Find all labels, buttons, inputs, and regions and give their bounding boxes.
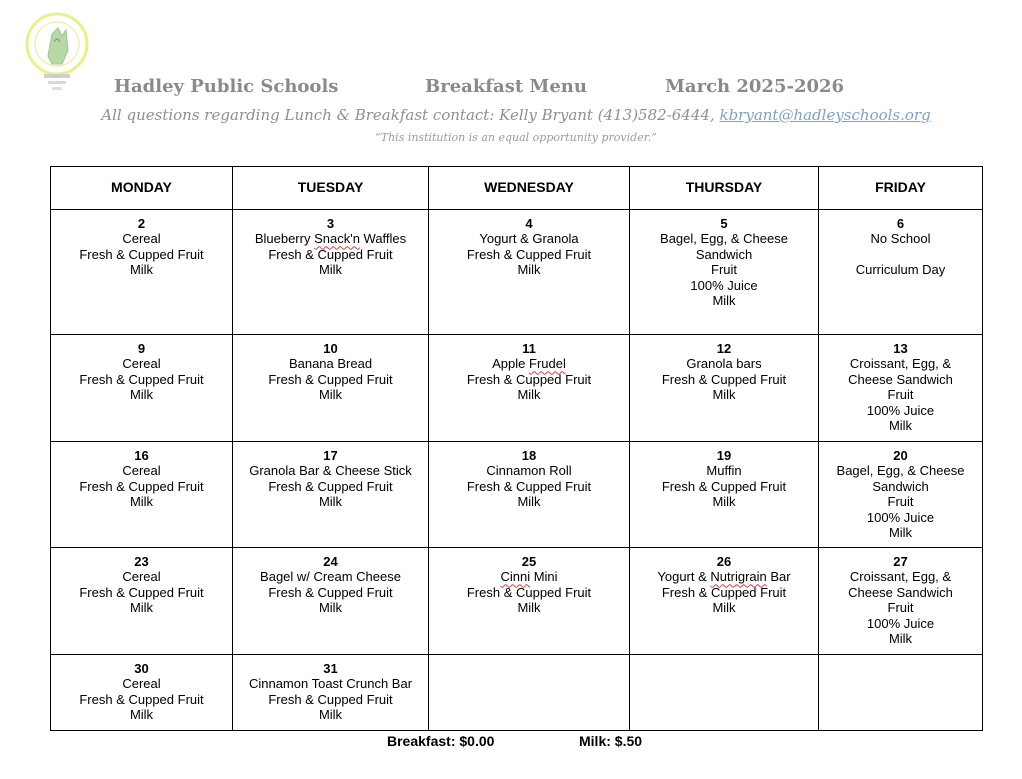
menu-item: Fresh & Cupped Fruit xyxy=(466,246,592,262)
day-number: 19 xyxy=(716,448,732,463)
menu-item: Fruit xyxy=(887,600,914,616)
day-number: 4 xyxy=(525,216,533,231)
weekday-header: WEDNESDAY xyxy=(429,167,630,210)
breakfast-price: Breakfast: $0.00 xyxy=(387,733,495,749)
menu-item: Fresh & Cupped Fruit xyxy=(661,371,787,387)
menu-item: Milk xyxy=(129,707,154,723)
menu-item: Muffin xyxy=(706,463,742,479)
week-row xyxy=(51,210,983,335)
menu-item: Milk xyxy=(888,631,913,647)
menu-period: March 2025-2026 xyxy=(665,76,845,97)
milk-price: Milk: $.50 xyxy=(579,733,643,749)
menu-item: Blueberry Snack'n Waffles xyxy=(254,231,407,247)
day-cell xyxy=(819,548,983,655)
weekday-header: FRIDAY xyxy=(819,167,983,210)
menu-item: Fresh & Cupped Fruit xyxy=(79,584,204,600)
day-cell xyxy=(819,655,983,731)
menu-item: Bagel, Egg, & Cheese xyxy=(660,231,788,247)
day-cell xyxy=(51,335,233,442)
menu-item: 100% Juice xyxy=(866,509,935,525)
menu-item: Cereal xyxy=(122,231,161,247)
day-number: 31 xyxy=(323,661,338,676)
menu-item: Milk xyxy=(517,262,541,278)
weekday-header: MONDAY xyxy=(51,167,233,210)
menu-item: Milk xyxy=(712,293,736,309)
day-number: 3 xyxy=(326,216,335,231)
day-number: 2 xyxy=(137,216,146,231)
menu-item: Fresh & Cupped Fruit xyxy=(466,584,592,600)
day-cell xyxy=(51,655,233,731)
day-number: 30 xyxy=(134,661,149,676)
day-cell xyxy=(630,442,819,548)
day-number: 17 xyxy=(323,448,338,463)
menu-item: Milk xyxy=(318,600,343,616)
day-cell xyxy=(429,335,630,442)
day-cell xyxy=(233,210,429,335)
menu-item: Cereal xyxy=(122,356,161,372)
day-cell xyxy=(819,210,983,335)
menu-item: Fresh & Cupped Fruit xyxy=(268,584,393,600)
blank-line xyxy=(819,247,982,262)
day-cell xyxy=(51,442,233,548)
day-cell xyxy=(429,655,630,731)
menu-item: Cinnamon Roll xyxy=(486,463,572,479)
menu-item: 100% Juice xyxy=(866,615,935,631)
day-cell xyxy=(233,548,429,655)
menu-item: Milk xyxy=(318,494,343,510)
day-number: 16 xyxy=(134,448,149,463)
menu-item: Fresh & Cupped Fruit xyxy=(79,478,204,494)
day-number: 10 xyxy=(323,341,338,356)
day-cell xyxy=(233,335,429,442)
menu-item: Granola bars xyxy=(686,356,762,372)
school-logo-icon xyxy=(18,6,96,94)
menu-item: Fresh & Cupped Fruit xyxy=(661,584,787,600)
menu-item: Granola Bar & Cheese Stick xyxy=(249,463,412,479)
day-number: 5 xyxy=(720,216,728,231)
day-number: 27 xyxy=(893,554,908,569)
day-number: 24 xyxy=(323,554,338,569)
menu-item: Croissant, Egg, & xyxy=(849,356,952,372)
menu-item: Yogurt & Nutrigrain Bar xyxy=(657,569,791,585)
menu-item: Croissant, Egg, & xyxy=(849,569,952,585)
menu-item: Sandwich xyxy=(872,478,929,494)
menu-item: Milk xyxy=(712,494,736,510)
menu-item: Milk xyxy=(318,707,343,723)
menu-item: Milk xyxy=(517,494,541,510)
weekday-header: TUESDAY xyxy=(233,167,429,210)
day-number: 11 xyxy=(522,341,536,356)
menu-item: Fresh & Cupped Fruit xyxy=(79,246,204,262)
day-number: 6 xyxy=(896,216,905,231)
menu-item: Milk xyxy=(318,387,343,403)
weekday-header: THURSDAY xyxy=(630,167,819,210)
menu-item: Fresh & Cupped Fruit xyxy=(466,371,592,387)
day-cell xyxy=(51,548,233,655)
day-number: 26 xyxy=(716,554,732,569)
menu-item: Milk xyxy=(888,525,913,541)
day-number: 12 xyxy=(716,341,732,356)
menu-item: Bagel w/ Cream Cheese xyxy=(260,569,401,585)
weekday-header-row xyxy=(51,167,983,210)
menu-item: Milk xyxy=(517,600,541,616)
menu-item: Fresh & Cupped Fruit xyxy=(268,371,393,387)
menu-item: 100% Juice xyxy=(690,277,758,293)
menu-item: Milk xyxy=(129,494,154,510)
menu-item: Sandwich xyxy=(695,246,753,262)
day-cell xyxy=(630,210,819,335)
menu-item: Fresh & Cupped Fruit xyxy=(79,371,204,387)
menu-item: Cereal xyxy=(122,463,161,479)
menu-item: Cheese Sandwich xyxy=(848,584,953,600)
menu-item: Apple Frudel xyxy=(492,356,566,372)
district-title: Hadley Public Schools xyxy=(114,76,339,97)
menu-item: Fruit xyxy=(711,262,737,278)
week-row xyxy=(51,655,983,731)
day-number: 18 xyxy=(521,448,537,463)
day-number: 23 xyxy=(134,554,149,569)
menu-item: Milk xyxy=(129,600,154,616)
menu-item: Cheese Sandwich xyxy=(848,371,953,387)
day-cell xyxy=(819,335,983,442)
menu-item: Bagel, Egg, & Cheese xyxy=(836,463,965,479)
menu-item: Fresh & Cupped Fruit xyxy=(661,478,787,494)
menu-item: Fresh & Cupped Fruit xyxy=(268,246,393,262)
day-cell xyxy=(630,655,819,731)
day-cell xyxy=(429,442,630,548)
menu-item: Fresh & Cupped Fruit xyxy=(268,478,393,494)
menu-item: Fruit xyxy=(887,387,914,403)
week-row xyxy=(51,335,983,442)
week-row xyxy=(51,548,983,655)
menu-item: Cinni Mini xyxy=(500,569,558,585)
day-cell xyxy=(51,210,233,335)
menu-item: Milk xyxy=(129,387,154,403)
menu-item: Curriculum Day xyxy=(855,261,946,277)
day-number: 9 xyxy=(137,341,146,356)
day-cell xyxy=(233,655,429,731)
menu-item: Banana Bread xyxy=(288,356,373,372)
breakfast-menu-table xyxy=(50,166,983,731)
day-cell xyxy=(429,548,630,655)
week-row xyxy=(51,442,983,548)
menu-item: Cereal xyxy=(122,676,161,692)
menu-item: Fresh & Cupped Fruit xyxy=(466,478,592,494)
day-number: 13 xyxy=(893,341,908,356)
menu-item: Fruit xyxy=(887,494,914,510)
day-cell xyxy=(429,210,630,335)
menu-item: Milk xyxy=(712,600,736,616)
contact-email-link[interactable]: kbryant@hadleyschools.org xyxy=(719,106,931,124)
menu-item: Milk xyxy=(712,387,736,403)
menu-item: Milk xyxy=(517,387,541,403)
equal-opportunity-statement: “This institution is an equal opportunity provider.” xyxy=(375,131,657,144)
menu-item: Cereal xyxy=(122,569,161,585)
day-cell xyxy=(630,548,819,655)
contact-text: All questions regarding Lunch & Breakfast contact: Kelly Bryant (413)582-6444, xyxy=(101,106,715,124)
day-number: 25 xyxy=(521,554,537,569)
day-cell xyxy=(233,442,429,548)
menu-item: Milk xyxy=(888,418,913,434)
day-cell xyxy=(630,335,819,442)
menu-item: Fresh & Cupped Fruit xyxy=(79,691,204,707)
menu-item: Milk xyxy=(318,262,343,278)
day-cell xyxy=(819,442,983,548)
menu-item: No School xyxy=(870,231,931,247)
menu-item: Cinnamon Toast Crunch Bar xyxy=(248,676,413,692)
menu-item: Yogurt & Granola xyxy=(479,231,579,247)
menu-item: Fresh & Cupped Fruit xyxy=(268,691,393,707)
contact-line xyxy=(0,106,1022,124)
menu-item: Milk xyxy=(129,262,154,278)
day-number: 20 xyxy=(893,448,908,463)
menu-title: Breakfast Menu xyxy=(425,76,587,97)
menu-item: 100% Juice xyxy=(866,402,935,418)
